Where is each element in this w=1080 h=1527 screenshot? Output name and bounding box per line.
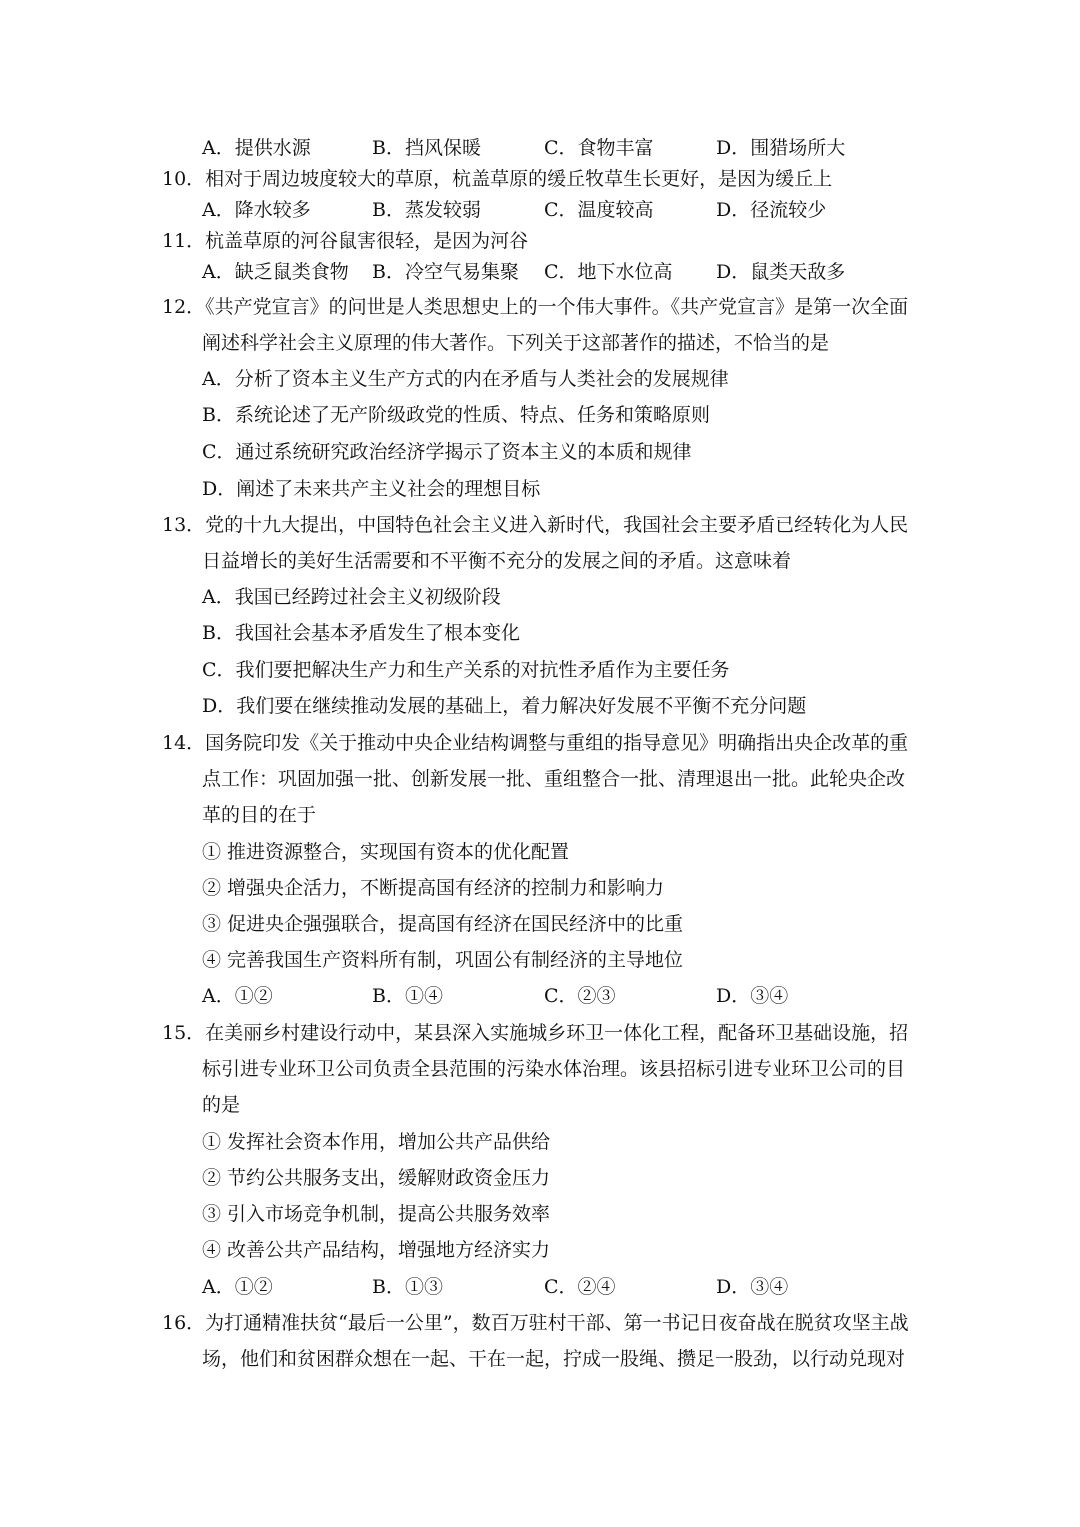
q14-option-a: A．①② xyxy=(202,985,273,1007)
q14-option-d: D．③④ xyxy=(716,985,789,1007)
q15-item-3: ③ 引入市场竞争机制，提高公共服务效率 xyxy=(202,1203,551,1225)
q15-item-2: ② 节约公共服务支出，缓解财政资金压力 xyxy=(202,1167,551,1189)
q12-option-a: A．分析了资本主义生产方式的内在矛盾与人类社会的发展规律 xyxy=(202,368,729,390)
q14-stem-line-3: 革的目的在于 xyxy=(202,804,317,826)
q10-option-d: D．径流较少 xyxy=(716,199,827,221)
q15-stem-line-2: 标引进专业环卫公司负责全县范围的污染水体治理。该县招标引进专业环卫公司的目 xyxy=(202,1058,906,1080)
q15-option-c: C．②④ xyxy=(544,1276,616,1298)
q10-option-b: B．蒸发较弱 xyxy=(372,199,481,221)
q11-option-d: D．鼠类天敌多 xyxy=(716,261,846,283)
q11-option-c: C．地下水位高 xyxy=(544,261,673,283)
q11-stem: 11．杭盖草原的河谷鼠害很轻，是因为河谷 xyxy=(162,230,529,252)
q14-item-4: ④ 完善我国生产资料所有制，巩固公有制经济的主导地位 xyxy=(202,949,684,971)
q13-option-c: C．我们要把解决生产力和生产关系的对抗性矛盾作为主要任务 xyxy=(202,659,730,681)
q16-stem-line-1: 16．为打通精准扶贫“最后一公里”，数百万驻村干部、第一书记日夜奋战在脱贫攻坚主战 xyxy=(162,1312,909,1334)
q13-option-a: A．我国已经跨过社会主义初级阶段 xyxy=(202,586,501,608)
q13-option-d: D．我们要在继续推动发展的基础上，着力解决好发展不平衡不充分问题 xyxy=(202,695,807,717)
q16-stem-line-2: 场，他们和贫困群众想在一起、干在一起，拧成一股绳、攒足一股劲，以行动兑现对 xyxy=(202,1348,906,1370)
q12-stem-line-2: 阐述科学社会主义原理的伟大著作。下列关于这部著作的描述，不恰当的是 xyxy=(202,332,830,354)
q9-option-b: B．挡风保暖 xyxy=(372,137,481,159)
q15-stem-line-3: 的是 xyxy=(202,1094,241,1116)
q15-option-a: A．①② xyxy=(202,1276,273,1298)
q14-stem-line-1: 14．国务院印发《关于推动中央企业结构调整与重组的指导意见》明确指出央企改革的重 xyxy=(162,732,909,754)
q14-stem-line-2: 点工作：巩固加强一批、创新发展一批、重组整合一批、清理退出一批。此轮央企改 xyxy=(202,768,906,790)
q14-item-1: ① 推进资源整合，实现国有资本的优化配置 xyxy=(202,841,570,863)
q15-option-b: B．①③ xyxy=(372,1276,443,1298)
q10-option-c: C．温度较高 xyxy=(544,199,654,221)
q12-option-c: C．通过系统研究政治经济学揭示了资本主义的本质和规律 xyxy=(202,441,692,463)
q13-option-b: B．我国社会基本矛盾发生了根本变化 xyxy=(202,622,520,644)
q12-option-b: B．系统论述了无产阶级政党的性质、特点、任务和策略原则 xyxy=(202,404,710,426)
q11-option-b: B．冷空气易集聚 xyxy=(372,261,519,283)
q15-stem-line-1: 15．在美丽乡村建设行动中，某县深入实施城乡环卫一体化工程，配备环卫基础设施，招 xyxy=(162,1022,909,1044)
q14-item-2: ② 增强央企活力，不断提高国有经济的控制力和影响力 xyxy=(202,877,665,899)
q14-option-c: C．②③ xyxy=(544,985,616,1007)
q9-option-c: C．食物丰富 xyxy=(544,137,654,159)
q11-option-a: A．缺乏鼠类食物 xyxy=(202,261,349,283)
q14-item-3: ③ 促进央企强强联合，提高国有经济在国民经济中的比重 xyxy=(202,913,684,935)
q15-item-1: ① 发挥社会资本作用，增加公共产品供给 xyxy=(202,1131,551,1153)
q15-item-4: ④ 改善公共产品结构，增强地方经济实力 xyxy=(202,1239,551,1261)
q10-option-a: A．降水较多 xyxy=(202,199,311,221)
q12-option-d: D．阐述了未来共产主义社会的理想目标 xyxy=(202,478,541,500)
q15-option-d: D．③④ xyxy=(716,1276,789,1298)
q9-option-d: D．围猎场所大 xyxy=(716,137,846,159)
q14-option-b: B．①④ xyxy=(372,985,443,1007)
q12-stem-line-1: 12．《共产党宣言》的问世是人类思想史上的一个伟大事件。《共产党宣言》是第一次全面 xyxy=(162,296,909,318)
q13-stem-line-1: 13．党的十九大提出，中国特色社会主义进入新时代，我国社会主要矛盾已经转化为人民 xyxy=(162,514,909,536)
q10-stem: 10．相对于周边坡度较大的草原，杭盖草原的缓丘牧草生长更好，是因为缓丘上 xyxy=(162,168,833,190)
q9-option-a: A．提供水源 xyxy=(202,137,311,159)
q13-stem-line-2: 日益增长的美好生活需要和不平衡不充分的发展之间的矛盾。这意味着 xyxy=(202,550,792,572)
